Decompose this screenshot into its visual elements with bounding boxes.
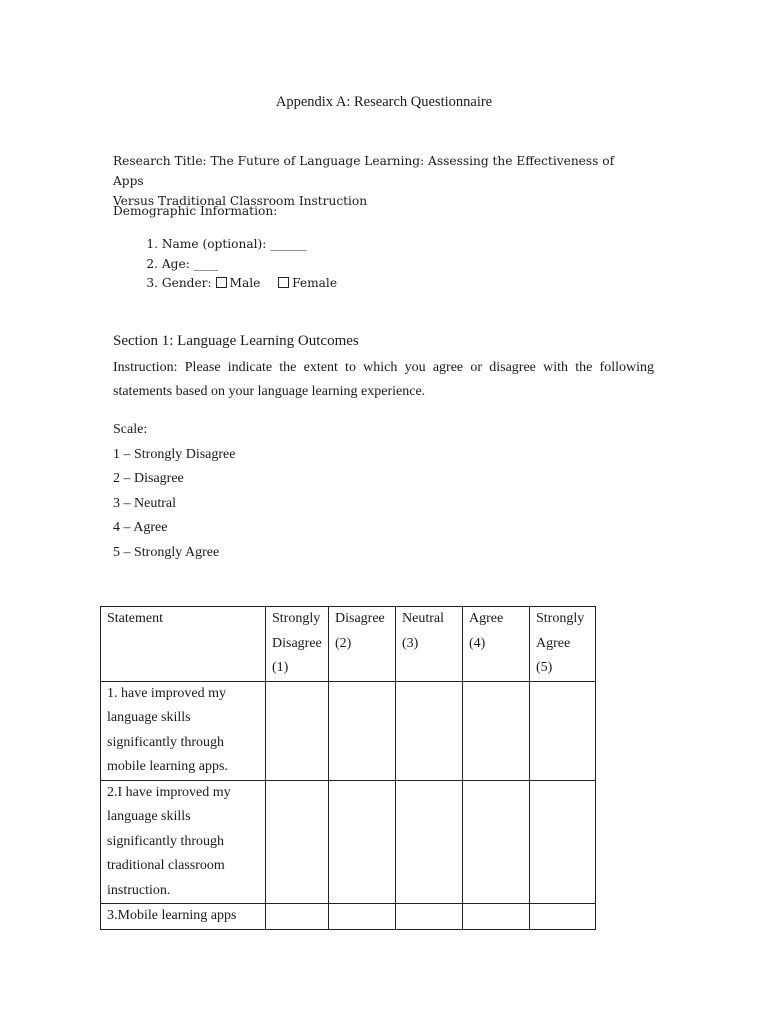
response-cell[interactable] — [329, 681, 396, 780]
gender-label: Gender: — [161, 276, 212, 290]
response-cell[interactable] — [530, 681, 596, 780]
scale-item: 4 – Agree — [113, 520, 168, 536]
name-field-label: Name (optional): ______ — [161, 237, 307, 251]
research-title-line-2: Versus Traditional Classroom Instruction — [113, 194, 368, 208]
age-field-label: Age: ____ — [161, 256, 219, 271]
table-row — [101, 681, 596, 780]
demographic-item-name — [113, 235, 337, 255]
response-cell[interactable] — [266, 904, 329, 930]
statement-cell: 2.I have improved my language skills significantly through traditional classroom instruction. — [101, 780, 266, 904]
header-statement: Statement — [101, 607, 266, 682]
male-checkbox[interactable] — [216, 277, 227, 288]
female-option-label: Female — [292, 276, 338, 290]
male-option-label: Male — [229, 276, 261, 290]
response-cell[interactable] — [463, 681, 530, 780]
header-strongly-agree: Strongly Agree (5) — [530, 607, 596, 682]
response-cell[interactable] — [266, 681, 329, 780]
response-cell[interactable] — [396, 780, 463, 904]
likert-table — [100, 606, 596, 930]
response-cell[interactable] — [530, 780, 596, 904]
section-heading: Section 1: Language Learning Outcomes — [113, 333, 359, 349]
instruction-text: Instruction: Please indicate the extent to which you agree or disagree with the following statements based on your language learning experience. — [113, 360, 654, 399]
response-cell[interactable] — [530, 904, 596, 930]
scale-item: 2 – Disagree — [113, 471, 184, 487]
statement-cell: 1. have improved my language skills significantly through mobile learning apps. — [101, 681, 266, 780]
response-cell[interactable] — [396, 681, 463, 780]
list-number: 1. — [146, 237, 158, 251]
response-cell[interactable] — [463, 780, 530, 904]
table-header-row — [101, 607, 596, 682]
scale-label: Scale: — [113, 422, 148, 437]
statement-cell: 3.Mobile learning apps — [101, 904, 266, 930]
response-cell[interactable] — [463, 904, 530, 930]
header-agree: Agree (4) — [463, 607, 530, 682]
response-cell[interactable] — [266, 780, 329, 904]
demographic-item-age — [113, 255, 337, 275]
table-row — [101, 780, 596, 904]
research-title — [113, 151, 633, 211]
list-number: 3. — [146, 276, 158, 290]
demographic-list — [113, 235, 337, 294]
header-disagree: Disagree (2) — [329, 607, 396, 682]
scale-legend — [113, 418, 235, 566]
response-cell[interactable] — [396, 904, 463, 930]
scale-item: 1 – Strongly Disagree — [113, 446, 236, 462]
header-neutral: Neutral (3) — [396, 607, 463, 682]
response-cell[interactable] — [329, 780, 396, 904]
scale-item: 3 – Neutral — [113, 495, 176, 511]
list-number: 2. — [146, 256, 158, 271]
research-title-line-1: Research Title: The Future of Language Learning: Assessing the Effectiveness of Apps — [113, 154, 615, 188]
female-checkbox[interactable] — [278, 277, 289, 288]
demographic-item-gender — [113, 274, 337, 294]
document-title: Appendix A: Research Questionnaire — [275, 94, 493, 110]
table-row — [101, 904, 596, 930]
scale-item: 5 – Strongly Agree — [113, 544, 220, 560]
response-cell[interactable] — [329, 904, 396, 930]
demographic-heading: Demographic Information: — [113, 204, 278, 218]
header-strongly-disagree: Strongly Disagree (1) — [266, 607, 329, 682]
